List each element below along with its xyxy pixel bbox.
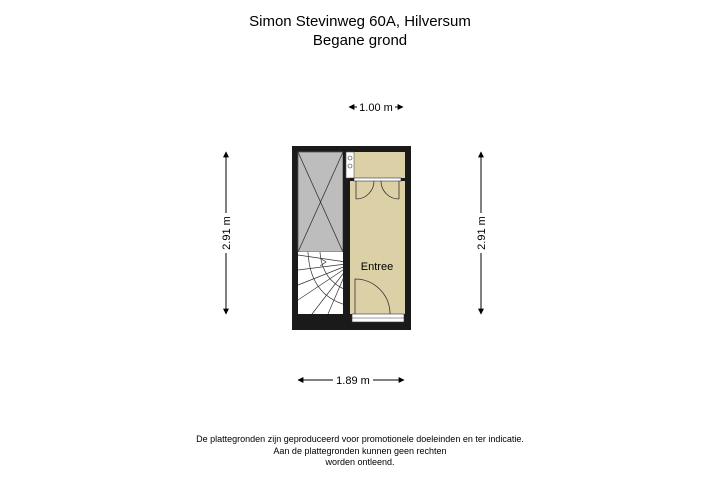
dimension-top-label: 1.00 m	[359, 102, 393, 114]
dimension-top	[349, 100, 403, 114]
staircase	[298, 252, 346, 314]
disclaimer	[0, 434, 720, 469]
dimension-right-label: 2.91 m	[476, 216, 488, 250]
stair-void	[298, 152, 343, 252]
disclaimer-line-2: Aan de plattegronden kunnen geen rechten	[273, 445, 447, 456]
dimension-bottom	[298, 373, 404, 387]
room-entree	[350, 152, 405, 314]
disclaimer-line-1: De plattegronden zijn geproduceerd voor promotionele doeleinden en ter indicatie.	[196, 434, 524, 444]
room-label-entree: Entree	[360, 261, 394, 273]
dimension-left-label: 2.91 m	[221, 216, 233, 250]
disclaimer-line-3: worden ontleend.	[325, 457, 395, 467]
address-title: Simon Stevinweg 60A, Hilversum	[249, 13, 471, 30]
dimension-bottom-label: 1.89 m	[336, 375, 370, 387]
dimension-right	[474, 152, 488, 314]
floor-title: Begane grond	[312, 32, 408, 49]
dimension-left	[219, 152, 233, 314]
